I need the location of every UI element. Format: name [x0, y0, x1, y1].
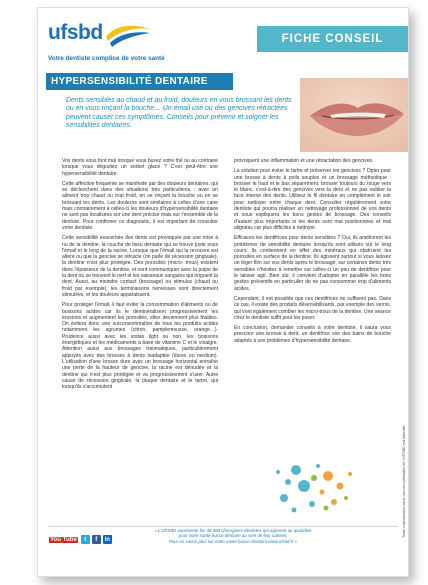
page-title: HYPERSENSIBILITÉ DENTAIRE [46, 73, 233, 90]
fiche-conseil-ribbon: FICHE CONSEIL [257, 26, 408, 52]
logo-text: ufsbd [48, 21, 103, 44]
footer-text [118, 528, 348, 544]
youtube-icon-label: Tube [62, 536, 77, 543]
lips-photo [300, 78, 408, 152]
social-links [48, 535, 112, 544]
paragraph: Cependant, il est possible que ces dentifrices ne suffisent pas. Dans ce cas, il existe des produits désensibilisants, par exemple des vernis, qui vont également combler les micro-trous de la dentine. Une séance chez le dentiste suffit pour les poser. [234, 295, 391, 321]
tagline: Votre dentiste complice de votre santé [48, 55, 165, 62]
ufsbd-logo [48, 19, 158, 55]
paragraph: Pour protéger l'émail, il faut éviter la consommation d'aliments ou de boissons acides car ils le déminéralisent progressivement les érosions et augmentent les porosités, elles deviennent plus friables. On évitera donc une surconsommation de tous les produits acides notamment les agrumes (citron, pamplemousse, orange…). Prudence aussi avec les sodas light ou non, les boissons énergétiques et les médicaments à base de vitamine C et le vinaigre. Attention aussi aux brossages traumatiques, particulièrement appuyés avec des brosses à dents inadaptée (dures ou medium). L'utilisation d'une brosse dure avec un brossage horizontal entraîne une perte de la hauteur de gencive, la racine est dénudée et la dentine qui n'est plus protégée et va progressivement s'user. Autre cause de récession gingivale, la plaque dentaire et le tartre, qui lorsqu'ils s'accumulent [62, 302, 218, 391]
intro-text: Dents sensibles au chaud et au froid, douleurs en vous brossant les dents ou en vous rinçant la bouche… Un émail usé ou des gencives rétractées peuvent causer ces symptômes. Conseils pour prévenir et soigner les sensibilités dentaires. [66, 97, 292, 130]
youtube-icon-label: You [50, 536, 61, 543]
paragraph: Cette affection fréquente se manifeste par des douleurs dentaires, qui se déclenchent dans des situations très particulières : avec un aliment trop chaud ou trop froid, en se rinçant la bouche ou en se brossant les dents. Les douleurs sont similaires à celles d'une carie mais contrairement à celles-ci les douleurs d'hypersensibilité dentaire ne sont pas localisées sur une dent précise mais sur l'ensemble de la denture. Pour confirmer ce diagnostic, il est important de consulter votre dentiste. [62, 180, 218, 231]
footer-line: pour votre santé bucco-dentaire au sein de leur cabinet. [178, 533, 288, 539]
toothbrush-splash-photo [266, 452, 362, 520]
facebook-icon[interactable]: f [92, 535, 101, 544]
swoosh-icon [104, 23, 152, 49]
paragraph: Cette sensibilité exacerbée des dents est provoquée par une mise à nu de la dentine, la couche de tissu dentaire qui se trouve juste sous l'émail et le long de la racine. Lorsque que l'émail qui la recouvre est altéré ou que la gencive se rétracte (on parle de récession gingivale), la dentine n'est plus protégée. Des porosités (micro- trous) existent dans l'épaisseur de la dentine, et vont communiquer avec la pulpe de la dent où se trouvent le nerf et les vaisseaux sanguins qui irriguent la dent. Aussi, au moindre contact (brossage) ou stimulus (chaud ou froid par exemple), les terminaisons nerveuses sont directement stimulées, et les douleurs apparaissent. [62, 235, 218, 298]
paragraph: provoquent une inflammation et une rétractation des gencives. [234, 158, 374, 164]
linkedin-icon[interactable]: in [104, 536, 110, 543]
footer-line[interactable]: Pour en savoir plus sur votre santé bucco-dentaire www.ufsbd.fr » [168, 538, 298, 544]
article-column-left [62, 158, 218, 394]
copyright-side-text: Toute reproduction sans l'accord préalable de l'UFSBD est interdite [402, 425, 406, 538]
youtube-icon[interactable] [48, 537, 79, 543]
footer-divider [48, 526, 398, 527]
document-page [37, 7, 409, 577]
paragraph: La solution pour éviter le tartre et préserver les gencives ? Opter pour une brosse à dents à poils souples et un brossage méthodique : brosser le haut et le bas séparément, brosser toujours du rouge vers le blanc, c'est-à-dire des gencives vers la dent et ne pas oublier la face interne des dents. Utilisez le fil dentaire en complément le soir pour nettoyer entre chaque dent. Consulter régulièrement votre dentiste qui pourra réaliser un nettoyage professionnel de vos dents et vous expliquera les bons gestes de brossage. Des conseils d'autant plus importants si les dents sont mal positionnées et mal alignées car plus difficiles à nettoyer. [234, 168, 391, 231]
article-column-right [234, 158, 391, 348]
paragraph: En conclusion, demander conseils à votre dentiste, il saura vous prescrire une brosse à dent, un dentifrice voir des bains de bouche adaptés à vos problèmes d'hypersensibilité dentaire. [234, 325, 391, 344]
twitter-icon[interactable]: t [81, 535, 90, 544]
paragraph: Efficaces les dentifrices pour dents sensibles ? Oui, ils améliorent les problèmes de sensibilité dentaire lorsqu'ils sont utilisés sur le long cours. Ils contiennent en effet des minéraux qui obstruent les porosités en surface de la dentine. Ils agissent surtout si vous laissez un léger film sur vos dents après le brossage, sur certaines dents très sensibles n'hésitez à remettre sur celles-ci un peu de dentifrice pour le laisser agir. Bien sûr, il convient d'adopter en parallèle les bons gestes préventifs en particulier de ne pas consommer trop d'aliments acides. [234, 235, 391, 292]
footer-line: « L'UFSBD représente les 36 000 chirurgiens-dentistes qui agissent au quotidien [154, 528, 312, 533]
paragraph: Vos dents vous font mal lorsque vous buvez votre thé ou au contraire lorsque vous dégustez un sorbet glacé ? C'est peut-être une hypersensibilité dentaire. [62, 158, 218, 177]
